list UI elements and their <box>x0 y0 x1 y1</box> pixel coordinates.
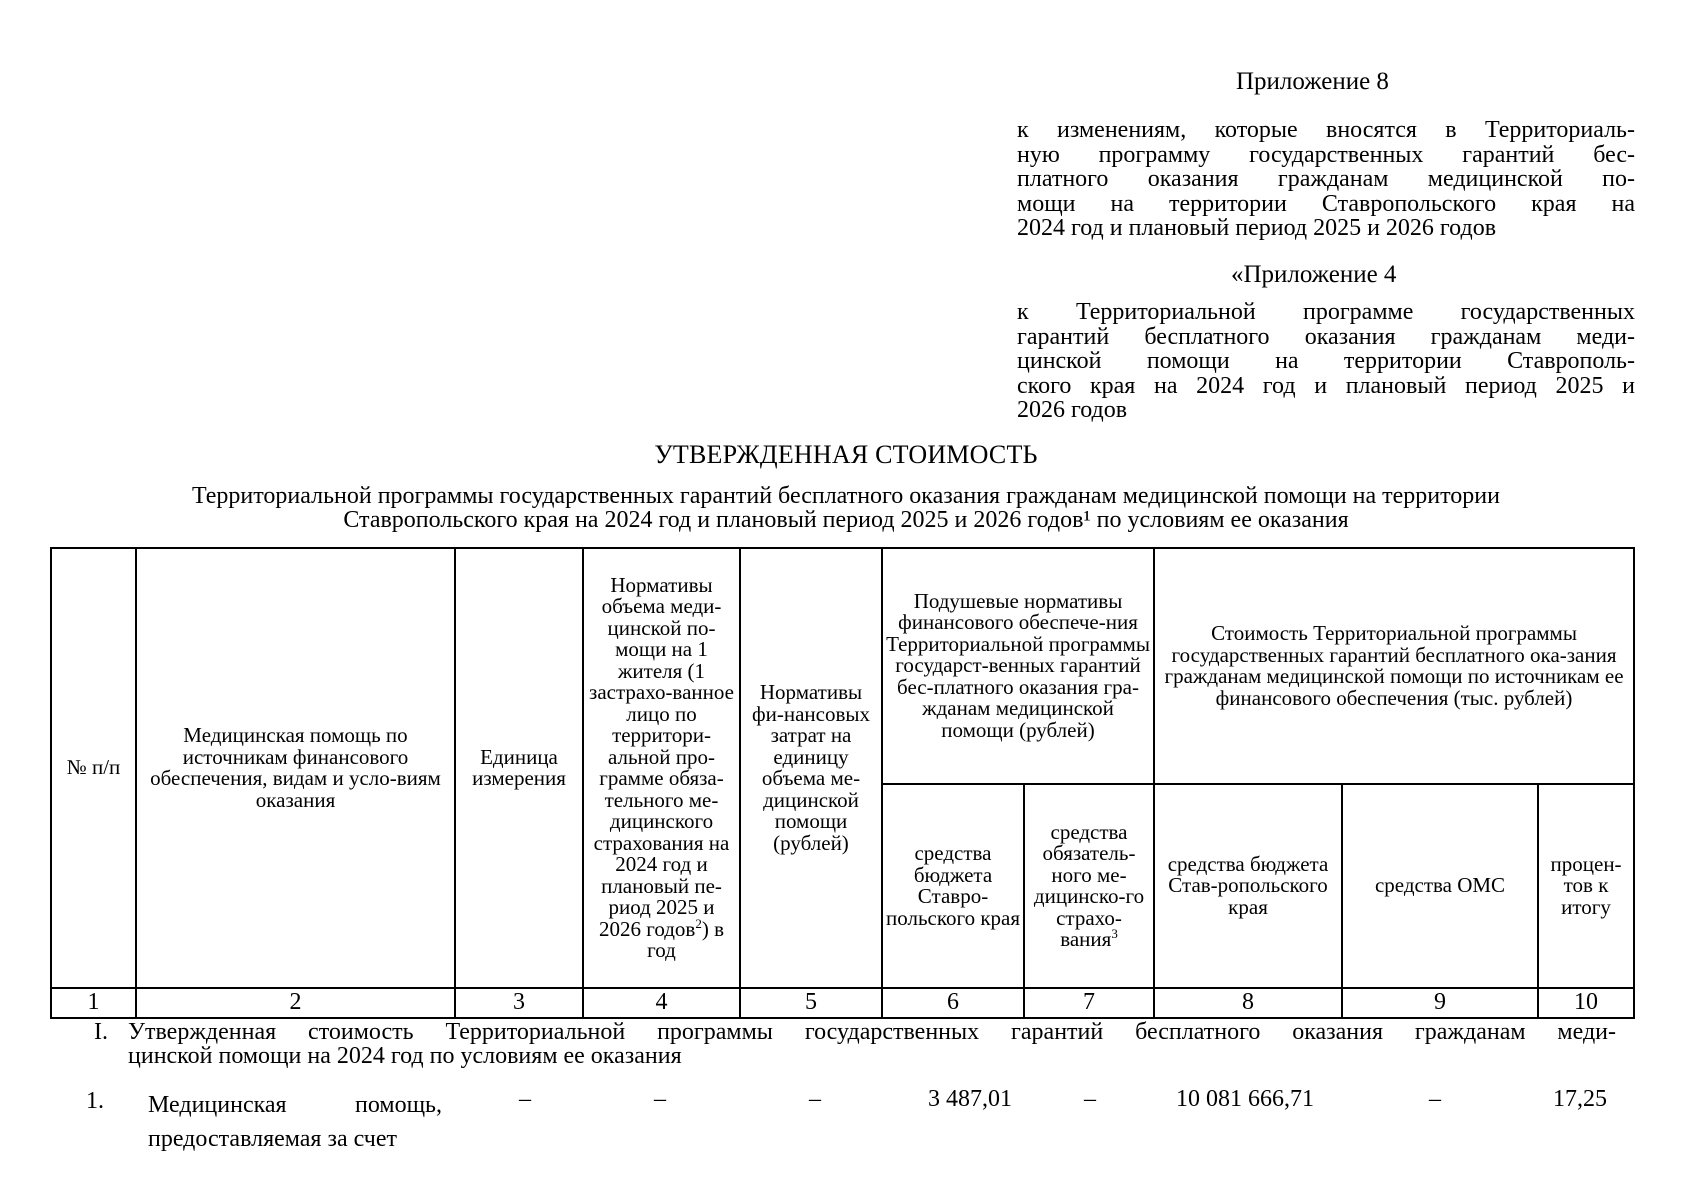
row-cell-budget-percapita: 3 487,01 <box>928 1086 1012 1112</box>
header-group-cost: Стоимость Территориальной программы государственных гарантий бесплатного ока-зания гражданам медицинской помощи по источникам ее финансового обеспечения (тыс. рублей) <box>1154 548 1634 784</box>
document-title: УТВЕРЖДЕННАЯ СТОИМОСТЬ <box>654 440 1038 469</box>
appendix2-line: гарантий бесплатного оказания гражданам меди- <box>1017 323 1635 350</box>
header-col-2: Медицинская помощь по источникам финансового обеспечения, видам и усло-виям оказания <box>136 548 455 988</box>
row-cell-unit: – <box>519 1086 531 1112</box>
document-subtitle <box>50 484 1642 532</box>
appendix-line: ную программу государственных гарантий бес- <box>1017 141 1635 168</box>
header-col-5: Нормативы фи-нансовых затрат на единицу объема ме-дицинской помощи (рублей) <box>740 548 882 988</box>
header-col-3: Единица измерения <box>455 548 583 988</box>
appendix-text <box>1017 118 1635 241</box>
subtitle-line: Территориальной программы государственных гарантий бесплатного оказания гражданам медицинской помощи на территории <box>191 483 1500 509</box>
column-number: 10 <box>1538 988 1634 1018</box>
footnote-mark: 3 <box>1111 926 1118 941</box>
column-number: 3 <box>455 988 583 1018</box>
header-col-7 <box>1024 784 1154 988</box>
row-cell-percent: 17,25 <box>1553 1086 1607 1112</box>
header-group-per-capita: Подушевые нормативы финансового обеспече-ния Территориальной программы государст-венных гарантий бес-платного оказания гра-жданам медицинской помощи (рублей) <box>882 548 1154 784</box>
cost-table <box>50 547 1635 1019</box>
section-line: цинской помощи на 2024 год по условиям ее оказания <box>128 1043 682 1069</box>
header-col-9: средства ОМС <box>1342 784 1538 988</box>
header-col-1: № п/п <box>51 548 136 988</box>
column-number: 6 <box>882 988 1024 1018</box>
section-text <box>128 1020 1616 1068</box>
column-number: 4 <box>583 988 740 1018</box>
column-number: 5 <box>740 988 882 1018</box>
appendix-line: мощи на территории Ставропольского края на <box>1017 190 1635 217</box>
column-number: 7 <box>1024 988 1154 1018</box>
appendix-line: платного оказания гражданам медицинской по- <box>1017 166 1635 192</box>
appendix2-line: 2026 годов <box>1017 397 1128 423</box>
appendix2-text <box>1017 300 1635 423</box>
section-number: I. <box>94 1019 108 1045</box>
row-name <box>148 1088 442 1156</box>
appendix2-line: цинской помощи на территории Ставрополь- <box>1017 348 1635 374</box>
column-number: 9 <box>1342 988 1538 1018</box>
row-cell-volume: – <box>654 1086 666 1112</box>
header-col-8: средства бюджета Став-ропольского края <box>1154 784 1342 988</box>
header-col-7-text: средства обязатель-ного ме-дицинско-го страхо-вания <box>1033 819 1145 951</box>
header-col-6: средства бюджета Ставро-польского края <box>882 784 1024 988</box>
appendix2-line: ского края на 2024 год и плановый период 2025 и <box>1017 372 1635 399</box>
appendix2-title: «Приложение 4 <box>1231 261 1397 288</box>
header-col-4-text: Нормативы объема меди-цинской по-мощи на 1 жителя (1 застрахо-ванное лицо по территори-альной про-грамме обяза-тельного ме-дицинского страхования на 2024 год и плановый пе-риод 2025 и 2026 годов <box>589 572 734 941</box>
appendix-line: 2024 год и плановый период 2025 и 2026 годов <box>1017 215 1497 241</box>
column-number: 1 <box>51 988 136 1018</box>
footnote-mark: 2 <box>695 915 702 931</box>
appendix-line: к изменениям, которые вносятся в Территориаль- <box>1017 117 1635 143</box>
section-line: Утвержденная стоимость Территориальной программы государственных гарантий бесплатного оказания гражданам меди- <box>128 1019 1616 1045</box>
row-name-line: предоставляемая за счет <box>148 1126 397 1152</box>
column-number: 8 <box>1154 988 1342 1018</box>
header-col-4 <box>583 548 740 988</box>
header-col-10: процен-тов к итогу <box>1538 784 1634 988</box>
row-name-line: Медицинская помощь, <box>148 1092 442 1118</box>
header-col-4-tail: ) в год <box>647 916 724 962</box>
row-cell-budget-total: 10 081 666,71 <box>1176 1086 1314 1112</box>
row-cell-oms-percapita: – <box>1084 1086 1096 1112</box>
appendix2-line: к Территориальной программе государственных <box>1017 299 1635 325</box>
row-cell-cost: – <box>809 1086 821 1112</box>
appendix-title: Приложение 8 <box>1236 68 1389 95</box>
subtitle-line: Ставропольского края на 2024 год и плановый период 2025 и 2026 годов¹ по условиям ее оказания <box>343 507 1349 533</box>
column-number: 2 <box>136 988 455 1018</box>
row-number: 1. <box>86 1088 104 1114</box>
row-cell-oms-total: – <box>1429 1086 1441 1112</box>
